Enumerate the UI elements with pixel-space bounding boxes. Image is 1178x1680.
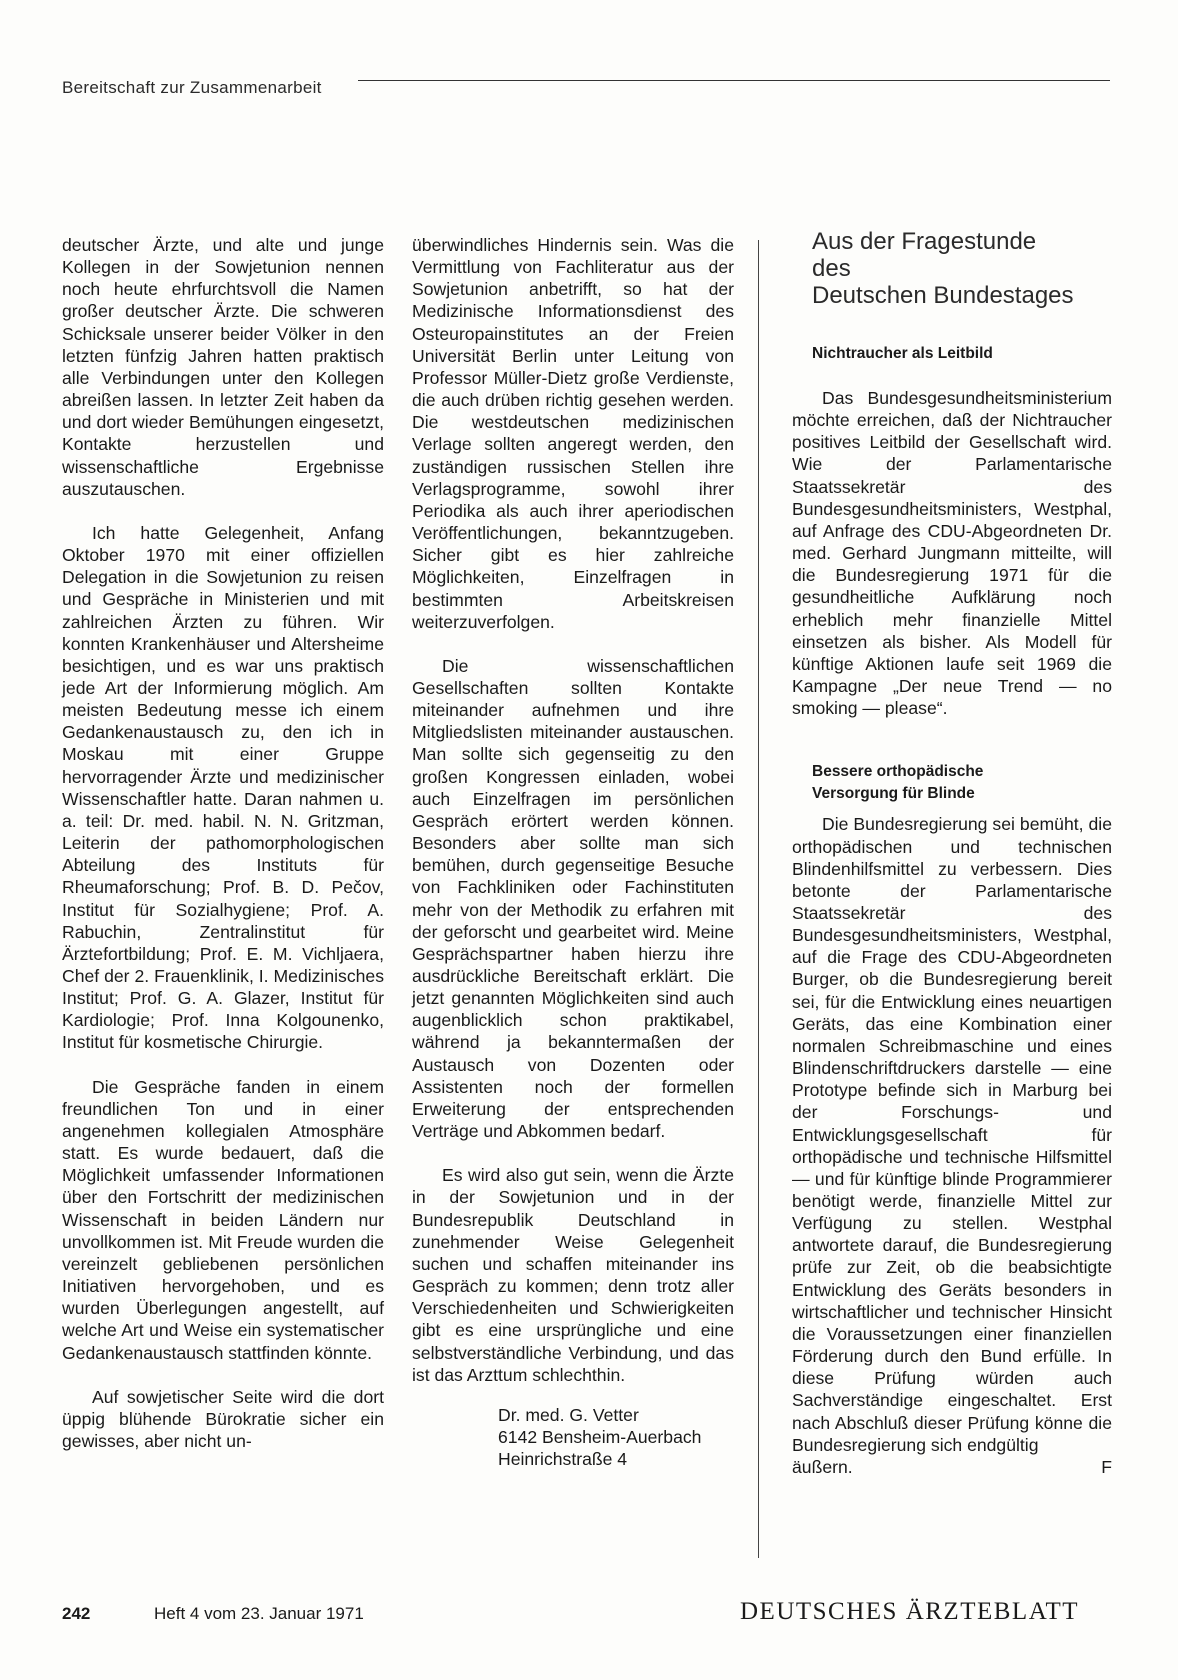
author-name: Dr. med. G. Vetter (498, 1404, 639, 1425)
publication-masthead: DEUTSCHES ÄRZTEBLATT (740, 1598, 1080, 1625)
header-rule (358, 80, 1110, 81)
article-column-2 (412, 234, 734, 1470)
sidebar-title (812, 228, 1112, 309)
sidebar-closing-word: äußern. (792, 1456, 853, 1477)
article-paragraph: Die Gespräche fanden in einem freundlichen Ton und in einer angenehmen kollegialen Atmosphäre statt. Es wurde bedauert, daß die Möglichkeit umfassender Informationen über den Fortschritt der medizinischen Wissenschaft in beiden Ländern nur unvollkommen ist. Mit Freude wurden die vereinzelt gebliebenen persönlichen Initiativen hervorgehoben, und es wurden Überlegungen angestellt, auf welche Art und Weise ein systematischer Gedankenaustausch stattfinden könnte. (62, 1076, 384, 1363)
article-paragraph: Es wird also gut sein, wenn die Ärzte in der Sowjetunion und in der Bundesrepublik Deutschland in zunehmender Weise Gelegenheit suchen und schaffen miteinander ins Gespräch zu kommen; denn trotz aller Verschiedenheiten und Schwierigkeiten gibt es eine ursprüngliche und eine selbstverständliche Verbindung, und das ist das Arzttum schlechthin. (412, 1165, 734, 1385)
column-rule (758, 240, 759, 1558)
sidebar-heading-1: Nichtraucher als Leitbild (812, 345, 993, 362)
article-paragraph: Auf sowjetischer Seite wird die dort üppig blühende Bürokratie sicher ein gewisses, aber nicht un- (62, 1386, 384, 1451)
author-signature (412, 1404, 734, 1470)
sidebar-closing-line (792, 1456, 1112, 1478)
sidebar-heading-line: Versorgung für Blinde (812, 785, 975, 803)
page-number: 242 (62, 1604, 91, 1623)
article-paragraph: Die wissenschaftlichen Gesellschaften sollten Kontakte miteinander aufnehmen und ihre Mitgliedslisten miteinander austauschen. Man sollte sich gegenseitig zu den großen Kongressen einladen, wobei auch Einzelfragen im persönlichen Gespräch erörtert werden können. Besonders aber sollte man sich bemühen, durch gegenseitige Besuche von Fachkliniken oder Fachinstituten mehr von der Methodik zu erfahren mit der geforscht und gearbeitet wird. Meine Gesprächspartner haben hierzu ihre ausdrückliche Bereitschaft erklärt. Die jetzt genannten Möglichkeiten sind auch augenblicklich schon praktikabel, während ja bekanntermaßen der Austausch von Dozenten oder Assistenten noch der formellen Erweiterung der entsprechenden Verträge und Abkommen bedarf. (412, 655, 734, 1142)
author-city: 6142 Bensheim-Auerbach (498, 1426, 702, 1447)
sidebar-column (792, 228, 1112, 1478)
article-column-1 (62, 234, 384, 1452)
article-paragraph: deutscher Ärzte, und alte und junge Kollegen in der Sowjetunion nennen noch heute ehrfurchtsvoll die Namen großer deutscher Ärzte. Die schweren Schicksale unserer beider Völker in den letzten fünfzig Jahren hatten praktisch alle Verbindungen unter den Kollegen abreißen lassen. In letzter Zeit haben da und dort wieder Bemühungen eingesetzt, Kontakte herzustellen und wissenschaftliche Ergebnisse auszutauschen. (62, 235, 384, 499)
sidebar-paragraph-1: Das Bundesgesundheitsministerium möchte erreichen, daß der Nichtraucher positives Leitbild der Gesellschaft wird. Wie der Parlamentarische Staatssekretär des Bundesgesundheitsministers, Westphal, auf Anfrage des CDU-Abgeordneten Dr. med. Gerhard Jungmann mitteilte, will die Bundesregierung 1971 für die gesundheitliche Aufklärung noch erheblich mehr finanzielle Mittel einsetzen als bisher. Als Modell für künftige Aktionen laufe seit 1969 die Kampagne „Der neue Trend — no smoking — please“. (792, 388, 1112, 719)
sidebar-title-line: des (812, 255, 851, 282)
author-street: Heinrichstraße 4 (498, 1449, 628, 1470)
sidebar-signoff: F (1101, 1456, 1112, 1477)
sidebar-heading-line: Bessere orthopädische (812, 763, 984, 781)
article-paragraph: überwindliches Hindernis sein. Was die Vermittlung von Fachliteratur aus der Sowjetunion anbetrifft, so hat der Medizinische Informationsdienst des Osteuropainstitutes an der Freien Universität Berlin unter Leitung von Professor Müller-Dietz große Verdienste, die auch drüben richtig gesehen werden. Die westdeutschen medizinischen Verlage sollten angeregt werden, den zuständigen russischen Stellen ihre Verlagsprogramme, sowohl ihrer Periodika als auch ihrer aperiodischen Veröffentlichungen, bekanntzugeben. Sicher gibt es hier zahlreiche Möglichkeiten, Einzelfragen in bestimmten Arbeitskreisen weiterzuverfolgen. (412, 235, 734, 632)
sidebar-heading-2 (812, 761, 1112, 805)
sidebar-title-line: Deutschen Bundestages (812, 282, 1074, 309)
sidebar-title-line: Aus der Fragestunde (812, 228, 1037, 255)
running-head-title: Bereitschaft zur Zusammenarbeit (62, 78, 322, 97)
article-paragraph: Ich hatte Gelegenheit, Anfang Oktober 1970 mit einer offiziellen Delegation in die Sowjetunion zu reisen und Gespräche in Ministerien und mit zahlreichen Ärzten zu führen. Wir konnten Krankenhäuser und Altersheime besichtigen, und es war uns praktisch jede Art der Informierung möglich. Am meisten Bedeutung messe ich einem Gedankenaustausch zu, den ich in Moskau mit einer Gruppe hervorragender Ärzte und medizinischer Wissenschaftler hatte. Daran nahmen u. a. teil: Dr. med. habil. N. N. Gritzman, Leiterin der pathomorphologischen Abteilung des Instituts für Rheumaforschung; Prof. B. D. Pečov, Institut für Sozialhygiene; Prof. A. Rabuchin, Zentralinstitut für Ärztefortbildung; Prof. E. M. Vichljaera, Chef der 2. Frauenklinik, I. Medizinisches Institut; Prof. G. A. Glazer, Institut für Kardiologie; Prof. Inna Kolgounenko, Institut für kosmetische Chirurgie. (62, 522, 384, 1053)
issue-date: Heft 4 vom 23. Januar 1971 (154, 1604, 364, 1623)
sidebar-paragraph-2: Die Bundesregierung sei bemüht, die orthopädischen und technischen Blindenhilfsmittel zu verbessern. Dies betonte der Parlamentarische Staatssekretär des Bundesgesundheitsministers, Westphal, auf die Frage des CDU-Abgeordneten Burger, ob die Bundesregierung bereit sei, für die Entwicklung eines neuartigen Geräts, das eine Kombination einer normalen Schreibmaschine und eines Blindenschriftdruckers darstelle — eine Prototype befinde sich in Marburg bei der Forschungs- und Entwicklungsgesellschaft für orthopädische und technische Hilfsmittel — und für künftige blinde Programmierer benötigt werde, finanzielle Mittel zur Verfügung zu stellen. Westphal antwortete darauf, die Bundesregierung prüfe zur Zeit, ob die beabsichtigte Entwicklung des Geräts besonders in wirtschaftlicher und technischer Hinsicht die Voraussetzungen einer finanziellen Förderung durch den Bund erfülle. In diese Prüfung würden auch Sachverständige eingeschaltet. Erst nach Abschluß dieser Prüfung könne die Bundesregierung sich endgültig (792, 814, 1112, 1455)
